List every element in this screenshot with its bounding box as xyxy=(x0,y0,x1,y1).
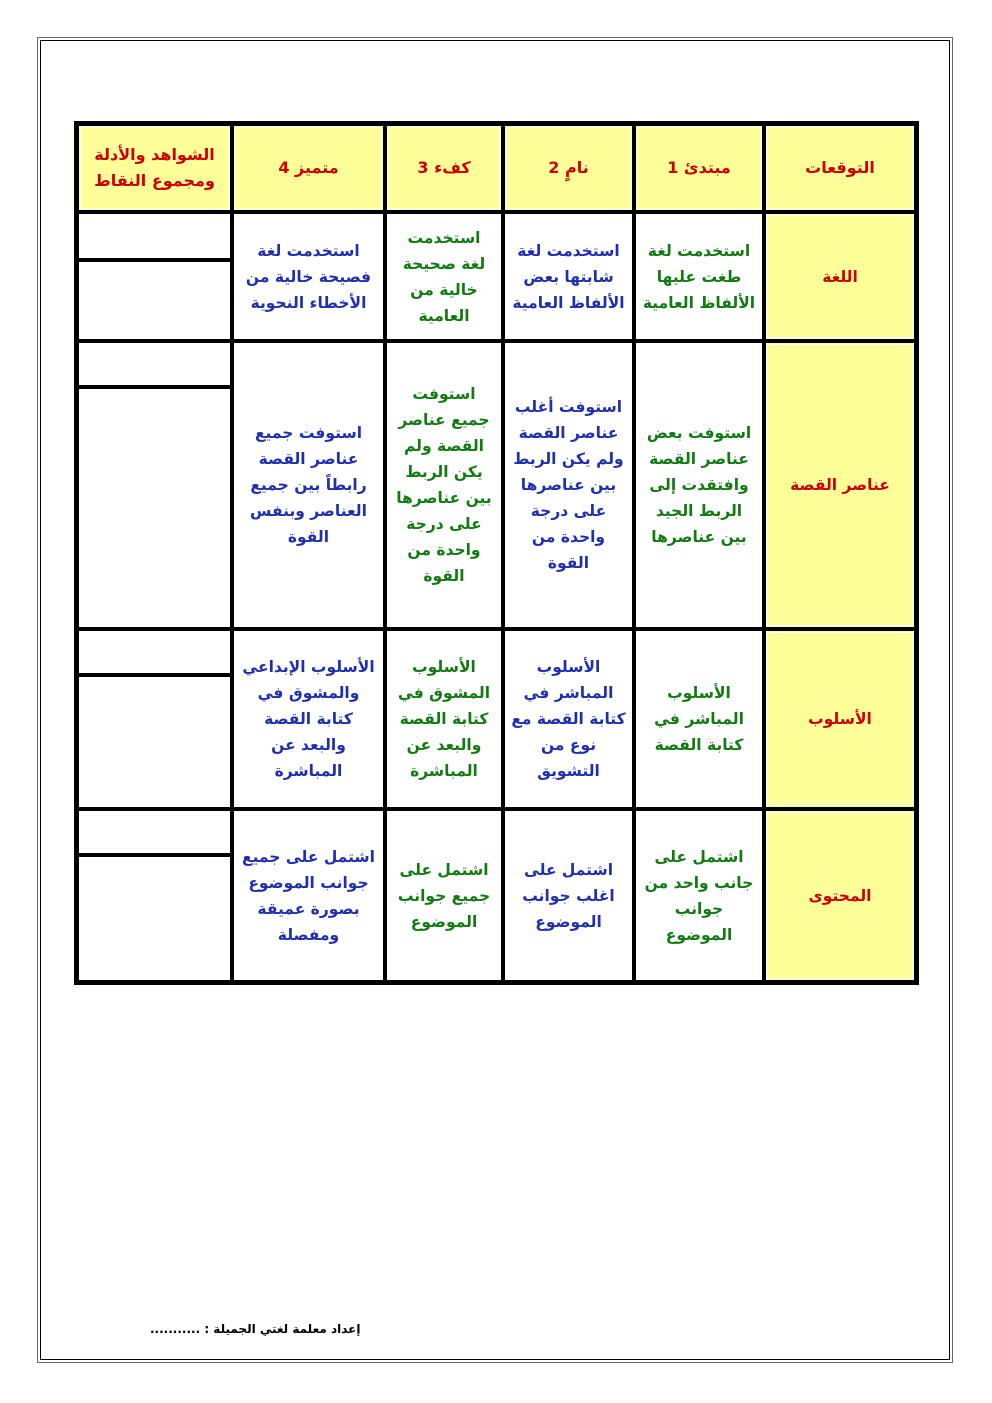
cell-text: استخدمت لغة طغت عليها الألفاظ العامية xyxy=(642,241,756,312)
row-style-competent xyxy=(385,629,503,809)
cell-text: اشتمل على اغلب جوانب الموضوع xyxy=(522,860,615,931)
evidence-box-bottom xyxy=(77,855,232,982)
header-distinguished xyxy=(232,124,385,212)
cell-text: اللغة xyxy=(822,267,858,286)
cell-text: الأسلوب المباشر في كتابة القصة xyxy=(654,684,744,754)
evidence-box-top xyxy=(77,341,232,387)
cell-text: اشتمل على جانب واحد من جوانب الموضوع xyxy=(644,847,754,944)
cell-text: استوفت جميع عناصر القصة رابطاً بين جميع العناصر وبنفس القوة xyxy=(250,424,367,546)
row-style-distinguished xyxy=(232,629,385,809)
header-expectations-label: التوقعات xyxy=(805,158,875,177)
header-expectations xyxy=(764,124,916,212)
cell-text: الأسلوب xyxy=(808,710,872,728)
cell-text: استوفت أغلب عناصر القصة ولم يكن الربط بين عناصرها على درجة واحدة من القوة xyxy=(513,398,624,572)
row-language-beginner xyxy=(634,212,764,341)
row-elements-distinguished xyxy=(232,341,385,629)
evidence-box-bottom xyxy=(77,260,232,341)
row-elements-beginner xyxy=(634,341,764,629)
row-language-criterion xyxy=(764,212,916,341)
row-style-criterion xyxy=(764,629,916,809)
cell-text: استخدمت لغة صحيحة خالية من العامية xyxy=(402,228,486,325)
cell-text: اشتمل على جميع جوانب الموضوع xyxy=(397,860,491,931)
row-language-competent xyxy=(385,212,503,341)
header-competent-label: كفء 3 xyxy=(417,158,471,177)
cell-text: استخدمت لغة فصيحة خالية من الأخطاء النحوية xyxy=(245,241,372,312)
row-content-developing xyxy=(503,809,634,982)
row-elements-developing xyxy=(503,341,634,629)
cell-text: المحتوى xyxy=(808,886,872,905)
header-evidence-label: الشواهد والأدلة ومجموع النقاط xyxy=(94,145,215,190)
row-style-developing xyxy=(503,629,634,809)
row-content-competent xyxy=(385,809,503,982)
cell-text: استخدمت لغة شابتها بعض الألفاظ العامية xyxy=(512,241,625,312)
cell-text: الأسلوب المشوق في كتابة القصة والبعد عن المباشرة xyxy=(397,658,491,780)
header-distinguished-label: متميز 4 xyxy=(278,158,339,177)
footer-credit: إعداد معلمة لغتي الجميلة : ........... xyxy=(150,1322,361,1336)
evidence-box-bottom xyxy=(77,387,232,629)
header-developing-label: نامٍ 2 xyxy=(548,158,589,177)
header-evidence xyxy=(77,124,232,212)
header-beginner xyxy=(634,124,764,212)
cell-text: استوفت جميع عناصر القصة ولم يكن الربط بين عناصرها على درجة واحدة من القوة xyxy=(396,385,492,585)
row-language-developing xyxy=(503,212,634,341)
evidence-box-top xyxy=(77,212,232,260)
evidence-box-bottom xyxy=(77,675,232,809)
cell-text: اشتمل على جميع جوانب الموضوع بصورة عميقة ومفصلة xyxy=(242,847,375,944)
row-content-beginner xyxy=(634,809,764,982)
cell-text: الأسلوب المباشر في كتابة القصة مع نوع من التشويق xyxy=(511,658,626,780)
cell-text: الأسلوب الإبداعي والمشوق في كتابة القصة والبعد عن المباشرة xyxy=(242,658,375,780)
header-developing xyxy=(503,124,634,212)
header-beginner-label: مبتدئ 1 xyxy=(667,158,731,177)
cell-text: عناصر القصة xyxy=(790,476,890,494)
row-content-criterion xyxy=(764,809,916,982)
cell-text: استوفت بعض عناصر القصة وافتقدت إلى الربط الجيد بين عناصرها xyxy=(646,424,752,546)
evidence-box-top xyxy=(77,809,232,855)
row-content-distinguished xyxy=(232,809,385,982)
header-competent xyxy=(385,124,503,212)
row-language-distinguished xyxy=(232,212,385,341)
row-style-beginner xyxy=(634,629,764,809)
row-elements-competent xyxy=(385,341,503,629)
row-elements-criterion xyxy=(764,341,916,629)
rubric-table xyxy=(74,121,919,985)
evidence-box-top xyxy=(77,629,232,675)
